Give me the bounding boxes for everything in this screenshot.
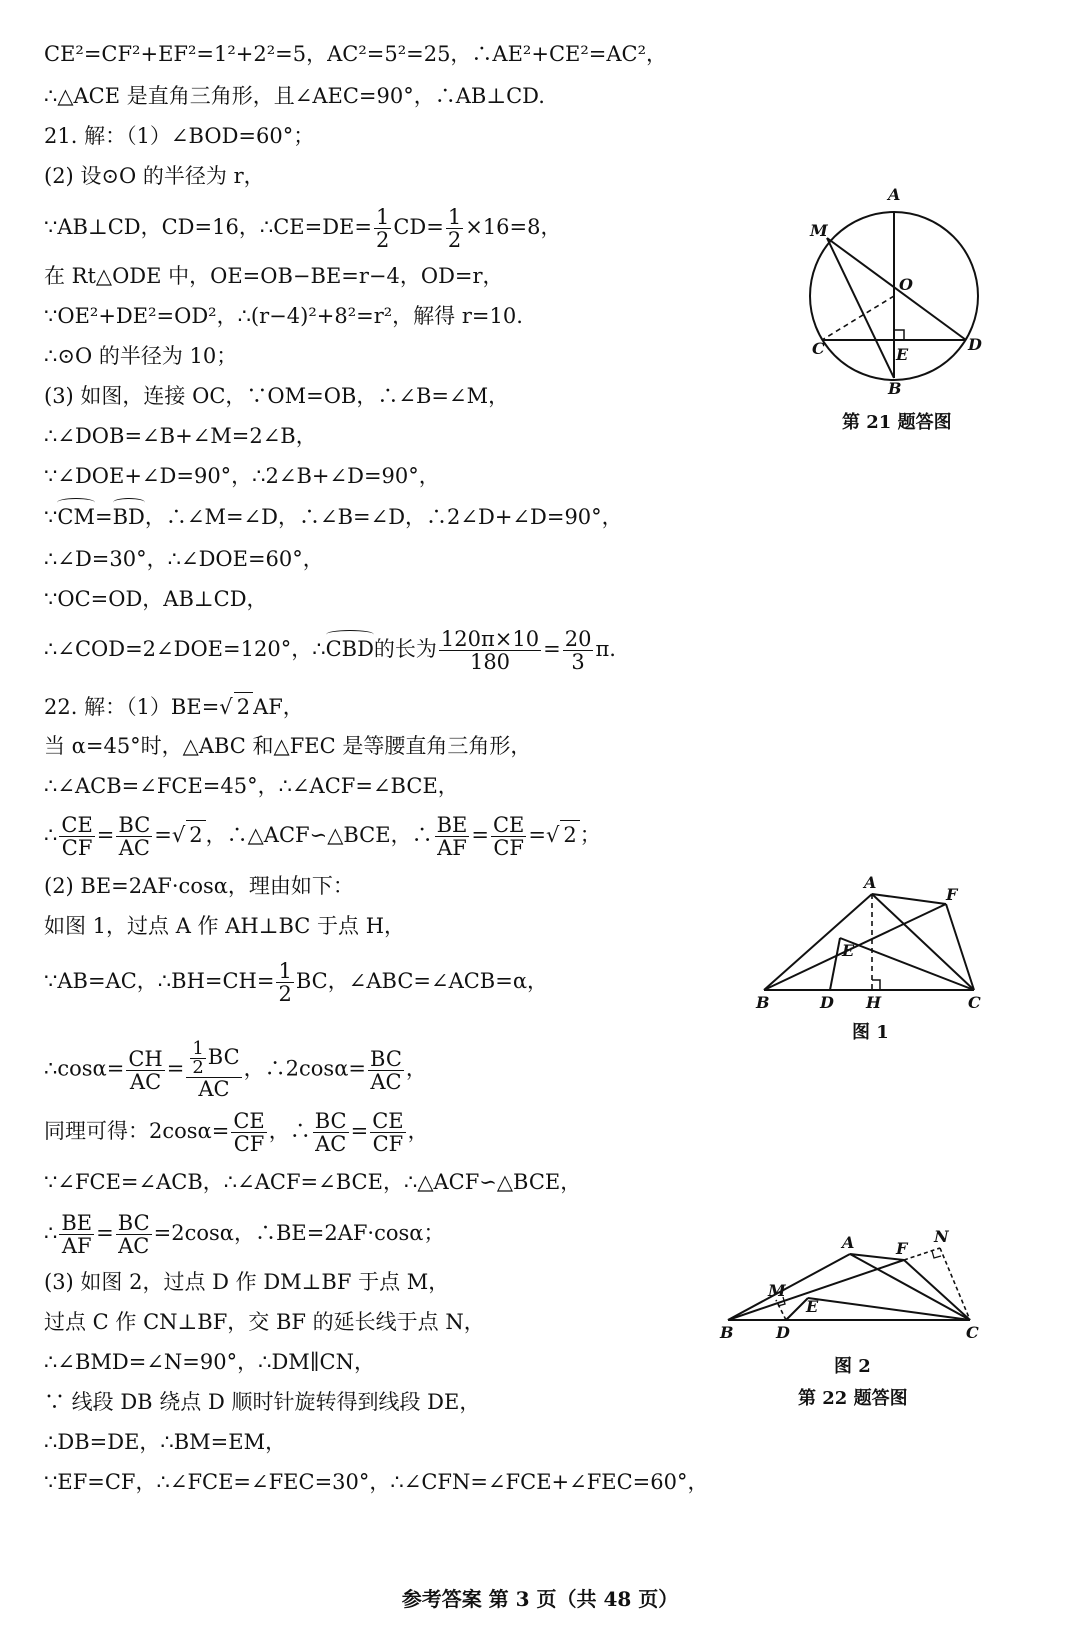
label-b: B: [888, 379, 902, 398]
t20b: =: [96, 823, 115, 847]
text-line-1: CE²=CF²+EF²=1²+2²=5，AC²=5²=25，∴AE²+CE²=AC²，: [44, 42, 668, 66]
frac-be-af-2: [59, 1212, 94, 1257]
text-line-7: ∵OE²+DE²=OD²，∴(r−4)²+8²=r²，解得 r=10.: [44, 304, 523, 328]
t17b: AF，: [253, 695, 304, 719]
t24d: ，: [405, 1056, 427, 1081]
den: AC: [118, 1234, 150, 1258]
text-line-22: 如图 1，过点 A 作 AH⊥BC 于点 H，: [44, 914, 406, 938]
frac-ce-cf-3: [231, 1110, 266, 1155]
frac-half-1: [374, 206, 391, 251]
text-line-21: (2) BE=2AF·cosα，理由如下：: [44, 874, 354, 898]
label-f: F: [946, 885, 958, 904]
label-c: C: [966, 1323, 979, 1342]
t23b: BC，∠ABC=∠ACB=α，: [295, 969, 549, 993]
right-angle-mark: [894, 330, 904, 340]
frac-arc-length: [439, 628, 541, 673]
t20g: ；: [579, 823, 601, 847]
text-line-8: ∴⊙O 的半径为 10；: [44, 344, 238, 368]
den: AC: [370, 1069, 402, 1094]
line-de: [830, 938, 840, 990]
line-ab: [764, 894, 872, 990]
text-line-28: (3) 如图 2，过点 D 作 DM⊥BF 于点 M，: [44, 1270, 450, 1294]
line-ac: [850, 1254, 970, 1320]
frac-bc-ac-4: [116, 1212, 152, 1257]
t16b: 的长为: [373, 637, 437, 661]
t5b: CD=: [393, 215, 444, 239]
figure-22-1-caption: 图 1: [852, 1022, 889, 1043]
arc-cbd: CBD: [325, 637, 374, 661]
num: 1: [192, 1038, 204, 1059]
frac-ce-cf-2: [491, 814, 526, 859]
arc-cm: CM: [57, 505, 95, 529]
line-cn: [940, 1248, 970, 1320]
text-line-19: ∴∠ACB=∠FCE=45°，∴∠ACF=∠BCE，: [44, 774, 459, 798]
text-line-24: [44, 1040, 427, 1100]
den: AC: [315, 1132, 347, 1156]
figure-21-caption: 第 21 题答图: [842, 412, 952, 433]
num: 1: [278, 959, 292, 983]
text-line-29: 过点 C 作 CN⊥BF，交 BF 的延长线于点 N，: [44, 1310, 485, 1334]
sqrt-sign: √: [219, 695, 233, 719]
label-h: H: [866, 993, 882, 1012]
t27a: ∴: [44, 1221, 58, 1245]
text-line-25: [44, 1110, 429, 1155]
sqrt-sign: √: [545, 823, 560, 847]
text-line-18: 当 α=45°时，△ABC 和△FEC 是等腰直角三角形，: [44, 734, 532, 758]
line-af: [872, 894, 946, 904]
label-d: D: [968, 335, 982, 354]
text-line-11: ∵∠DOE+∠D=90°，∴2∠B+∠D=90°，: [44, 464, 440, 488]
den: 3: [571, 650, 585, 674]
label-c: C: [812, 339, 825, 358]
text-line-20: [44, 814, 601, 859]
t25d: ，: [407, 1119, 429, 1143]
den: AC: [118, 836, 150, 860]
sqrt-radicand: 2: [560, 820, 579, 849]
bc: BC: [207, 1045, 240, 1069]
label-e: E: [842, 941, 855, 960]
label-f: F: [896, 1239, 908, 1258]
num: BC: [314, 1109, 347, 1133]
num: 1: [375, 205, 390, 229]
frac-half-3: [276, 960, 293, 1005]
line-bf: [764, 904, 946, 990]
label-m: M: [768, 1281, 786, 1300]
line-ab: [728, 1254, 850, 1320]
num: BC: [118, 813, 151, 837]
right-angle-mark: [872, 980, 880, 990]
label-e: E: [896, 345, 909, 364]
text-line-12: [44, 503, 623, 531]
den: CF: [233, 1132, 265, 1156]
t24c: ，∴2cosα=: [243, 1056, 366, 1081]
label-o: O: [899, 275, 913, 294]
num: BC: [117, 1211, 150, 1235]
t27c: =2cosα，∴BE=2AF·cosα；: [153, 1221, 445, 1245]
t16a: ∴∠COD=2∠DOE=120°，∴: [44, 637, 326, 661]
t20d: ，∴△ACF∽△BCE，∴: [205, 823, 433, 847]
num: 1: [447, 205, 462, 229]
frac-half-4: [190, 1040, 205, 1077]
text-line-31: ∵ 线段 DB 绕点 D 顺时针旋转得到线段 DE，: [44, 1390, 481, 1414]
figure-22-2: [714, 1224, 994, 1346]
num: CE: [372, 1109, 404, 1133]
num: CE: [492, 813, 525, 837]
label-b: B: [756, 993, 770, 1012]
q21-heading: 21. 解：（1）∠BOD=60°；: [44, 124, 315, 148]
frac-bc-ac-3: [313, 1110, 349, 1155]
arc-bd: BD: [112, 505, 145, 529]
right-angle-mark-n: [932, 1251, 941, 1258]
figure-21-circle: [800, 180, 1000, 400]
t12c: ，∴∠M=∠D，∴∠B=∠D，∴2∠D+∠D=90°，: [144, 505, 623, 529]
t24a: ∴cosα=: [44, 1056, 125, 1081]
t25c: =: [350, 1119, 369, 1143]
num: BE: [61, 1211, 93, 1235]
num: 20: [564, 627, 592, 651]
frac-half-2: [446, 206, 463, 251]
num: 120π×10: [440, 627, 540, 651]
label-a: A: [888, 185, 901, 204]
den: 2: [192, 1057, 204, 1078]
figure-22-2-caption: 图 2: [834, 1356, 871, 1377]
label-a: A: [864, 873, 877, 892]
text-line-27: [44, 1212, 444, 1257]
q22-heading: [44, 692, 304, 721]
num: BC: [370, 1046, 402, 1071]
t27b: =: [96, 1221, 114, 1245]
den: 2: [278, 982, 292, 1006]
t24b: =: [166, 1056, 185, 1081]
label-a: A: [842, 1233, 855, 1252]
line-ec: [808, 1298, 970, 1320]
den: CF: [372, 1132, 404, 1156]
frac-ce-cf-4: [370, 1110, 405, 1155]
text-line-14: ∵OC=OD，AB⊥CD，: [44, 587, 268, 611]
figure-22-1: [750, 868, 990, 1014]
t23a: ∵AB=AC，∴BH=CH=: [44, 969, 275, 993]
text-line-13: ∴∠D=30°，∴∠DOE=60°，: [44, 547, 324, 571]
num: CH: [128, 1046, 163, 1071]
t20e: =: [471, 823, 489, 847]
line-de: [786, 1298, 808, 1320]
den: CF: [493, 836, 524, 860]
num: BE: [436, 813, 468, 837]
t17a: 22. 解：（1）BE=: [44, 695, 220, 719]
text-line-26: ∵∠FCE=∠ACB，∴∠ACF=∠BCE，∴△ACF∽△BCE，: [44, 1170, 582, 1194]
text-line-6: 在 Rt△ODE 中，OE=OB−BE=r−4，OD=r，: [44, 264, 504, 288]
t20a: ∴: [44, 823, 58, 847]
den: 2: [375, 228, 390, 252]
text-line-30: ∴∠BMD=∠N=90°，∴DM∥CN，: [44, 1350, 375, 1374]
t20c: =: [154, 823, 172, 847]
label-b: B: [720, 1323, 734, 1342]
t25a: 同理可得：2cosα=: [44, 1119, 230, 1143]
frac-bc-ac-2: [368, 1048, 404, 1093]
sqrt-radicand: 2: [234, 692, 253, 721]
frac-halfbc-ac: [186, 1040, 241, 1100]
t20f: =: [528, 823, 546, 847]
den: 180: [469, 650, 511, 674]
text-line-15: [44, 628, 616, 673]
page-footer: 参考答案 第 3 页（共 48 页）: [401, 1587, 679, 1611]
t16c: =: [543, 637, 561, 661]
text-line-9: (3) 如图，连接 OC，∵OM=OB，∴∠B=∠M，: [44, 384, 510, 408]
den: AC: [198, 1077, 230, 1101]
num: CE: [61, 813, 93, 837]
text-line-5: [44, 206, 562, 251]
text-line-33: ∵EF=CF，∴∠FCE=∠FEC=30°，∴∠CFN=∠FCE+∠FEC=60°，: [44, 1470, 709, 1494]
frac-bc-ac: [116, 814, 152, 859]
frac-ce-cf: [59, 814, 94, 859]
t25b: ，∴: [268, 1119, 311, 1143]
text-line-2: ∴△ACE 是直角三角形，且∠AEC=90°，∴AB⊥CD.: [44, 84, 545, 108]
line-ec: [840, 938, 974, 990]
text-line-32: ∴DB=DE，∴BM=EM，: [44, 1430, 287, 1454]
t16d: π.: [595, 637, 616, 661]
frac-ch-ac: [126, 1048, 164, 1093]
t5c: ×16=8，: [465, 215, 562, 239]
den: AF: [61, 1234, 92, 1258]
label-c: C: [968, 993, 981, 1012]
den: AC: [129, 1069, 162, 1094]
sqrt-radicand: 2: [186, 820, 205, 849]
frac-be-af: [435, 814, 470, 859]
den: CF: [61, 836, 93, 860]
label-e: E: [806, 1297, 819, 1316]
den: 2: [447, 228, 462, 252]
label-m: M: [810, 221, 828, 240]
num: [186, 1040, 241, 1078]
t12b: =: [94, 505, 113, 529]
text-line-10: ∴∠DOB=∠B+∠M=2∠B，: [44, 424, 317, 448]
label-n: N: [934, 1227, 949, 1246]
text-line-23: [44, 960, 548, 1005]
sqrt-sign: √: [171, 823, 186, 847]
label-d: D: [820, 993, 834, 1012]
t12a: ∵: [44, 505, 58, 529]
text-line-4: (2) 设⊙O 的半径为 r，: [44, 164, 265, 188]
num: CE: [233, 1109, 265, 1133]
figure-22-caption: 第 22 题答图: [798, 1388, 908, 1409]
den: AF: [437, 836, 467, 860]
frac-20-3: [563, 628, 594, 673]
label-d: D: [776, 1323, 790, 1342]
t5a: ∵AB⊥CD，CD=16，∴CE=DE=: [44, 215, 372, 239]
